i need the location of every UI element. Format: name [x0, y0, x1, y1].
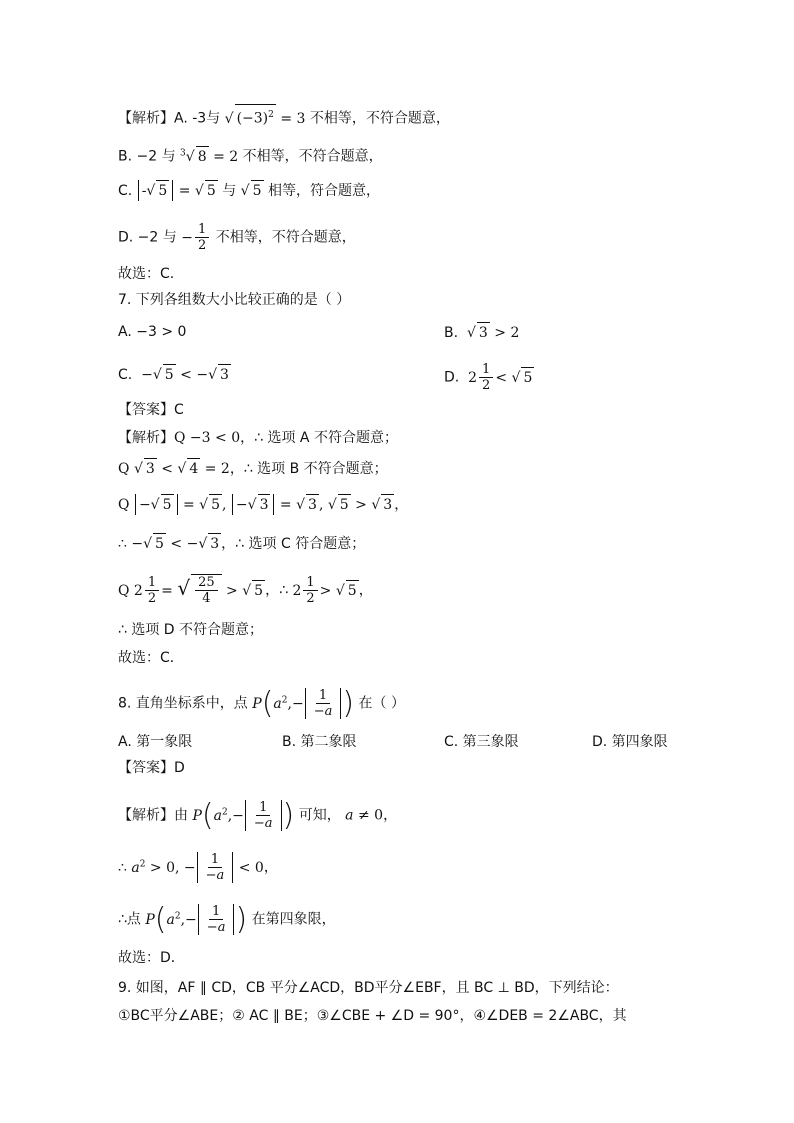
q8-option-d: D. 第四象限 — [592, 734, 668, 750]
math-condition: a ≠ 0 — [345, 807, 384, 824]
option-letter: C. — [118, 367, 133, 383]
analysis-text: ，∴ 选项 A 不符合题意； — [240, 430, 398, 446]
q7-answer: 【答案】C — [118, 402, 184, 418]
analysis-lead: ∴点 — [118, 911, 141, 928]
q7-analysis-3 — [118, 494, 408, 515]
q6-analysis-a — [118, 104, 450, 129]
q8-option-b: B. 第二象限 — [282, 734, 357, 750]
analysis-text: ， — [263, 859, 278, 876]
option-letter: D. — [444, 369, 460, 386]
q8-analysis-3 — [118, 901, 336, 937]
math-point: $P(a^2,-$ $\frac{1}{-a}$ ) — [145, 901, 248, 937]
analysis-lead: C. — [118, 183, 133, 199]
analysis-text: ， — [383, 807, 398, 824]
analysis-lead: 【解析】 — [118, 430, 174, 446]
math-mixed-fraction: 2 $\frac{1}{2}$ < √ 5 — [463, 362, 533, 393]
q7-analysis-4 — [118, 533, 365, 554]
q7-option-a: A. −3 > 0 — [118, 324, 187, 340]
analysis-text: ， — [358, 582, 373, 599]
q7-analysis-2 — [118, 458, 388, 479]
q6-analysis-c — [118, 180, 380, 201]
math-sqrt-expression: √ $(-3)^2 = 3$ — [225, 111, 310, 127]
q7-stem: 7. 下列各组数大小比较正确的是（ ） — [118, 292, 351, 308]
q9-stem-line-2: ①BC平分∠ABE；② AC ∥ BE；③∠CBE + ∠D = 90°，④∠DEB = 2∠ABC，其 — [118, 1008, 627, 1024]
q8-stem — [118, 685, 405, 721]
q8-option-c: C. 第三象限 — [444, 734, 519, 750]
math-sqrt-compare: −√ 5 < −√ 3 — [137, 367, 231, 383]
analysis-text: ，∴ — [265, 582, 289, 599]
math-negative-compare: ∴ −√ 5 < −√ 3 — [118, 536, 221, 552]
analysis-text: ， — [394, 497, 409, 513]
math-sqrt-chain: Q √ 3 < √ 4 = 2 — [118, 461, 230, 477]
analysis-text: 不相等，不符合题意， — [309, 110, 450, 127]
analysis-text: 在第四象限， — [251, 911, 336, 928]
q8-choose: 故选：D． — [118, 950, 185, 966]
math-fraction: − $\frac{1}{2}$ — [181, 230, 211, 246]
analysis-text: ，∴ 选项 C 符合题意； — [221, 536, 366, 552]
math-point: $P(a^2,-$ $\frac{1}{-a}$ ) — [252, 685, 355, 721]
analysis-text: 可知， — [298, 807, 341, 824]
q6-analysis-d — [118, 222, 356, 253]
q7-choose: 故选：C． — [118, 650, 184, 666]
q7-analysis-6: ∴ 选项 D 不符合题意； — [118, 622, 264, 638]
analysis-lead: B. −2 与 — [118, 148, 176, 165]
analysis-text: 不相等，不符合题意， — [242, 148, 383, 165]
q9-stem-line-1: 9. 如图，AF ∥ CD，CB 平分∠ACD，BD平分∠EBF，且 BC ⊥ BD，下列结论： — [118, 980, 619, 996]
math-mixed-sqrt: Q 2 $\frac{1}{2}$ = √ $\frac{25}{4}$ > √ 5 — [118, 575, 264, 606]
analysis-text: ，∴ 选项 B 不符合题意； — [229, 461, 388, 477]
analysis-text: 不相等，不符合题意， — [215, 229, 356, 246]
q8-analysis-1 — [118, 797, 398, 833]
math-abs-sqrt: -√ 5 = √ 5 — [137, 183, 223, 199]
analysis-text: 与 — [222, 183, 237, 199]
question-text: 8. 直角坐标系中，点 — [118, 695, 248, 712]
analysis-text: 相等，符合题意， — [267, 183, 380, 199]
analysis-lead: 【解析】A. -3与 — [118, 110, 221, 127]
math-cube-root: $^3$√ 8 = 2 — [180, 149, 238, 165]
analysis-lead: D. −2 与 — [118, 229, 177, 246]
math-point: $P(a^2,-$ $\frac{1}{-a}$ ) — [192, 797, 295, 833]
math-sqrt-compare: √ 3 > 2 — [463, 325, 520, 341]
analysis-lead: 【解析】由 — [118, 807, 188, 824]
math-mixed-compare: 2 $\frac{1}{2}$ > √ 5 — [292, 575, 357, 606]
math-sign-conditions: ∴ $a^2 > 0$, − $\frac{1}{-a}$ < 0 — [118, 852, 264, 883]
q7-option-c — [118, 364, 231, 385]
math-sqrt: √ 5 — [241, 183, 264, 199]
q7-option-b — [444, 322, 519, 343]
q6-choose: 故选：C. — [118, 266, 175, 282]
q7-analysis-1 — [118, 428, 398, 448]
q7-option-d — [444, 362, 534, 393]
q8-analysis-2 — [118, 852, 278, 883]
q8-answer: 【答案】D — [118, 760, 185, 776]
option-letter: B. — [444, 325, 459, 341]
q7-analysis-5 — [118, 574, 373, 606]
math-inequality: Q −3 < 0 — [174, 430, 241, 446]
q6-analysis-b — [118, 143, 383, 167]
question-text: 在（ ） — [358, 695, 405, 712]
q8-option-a: A. 第一象限 — [118, 734, 193, 750]
math-abs-chain: Q −√ 5 = √ 5 , −√ 3 = √ 3 , √ 5 > √ 3 — [118, 497, 394, 513]
